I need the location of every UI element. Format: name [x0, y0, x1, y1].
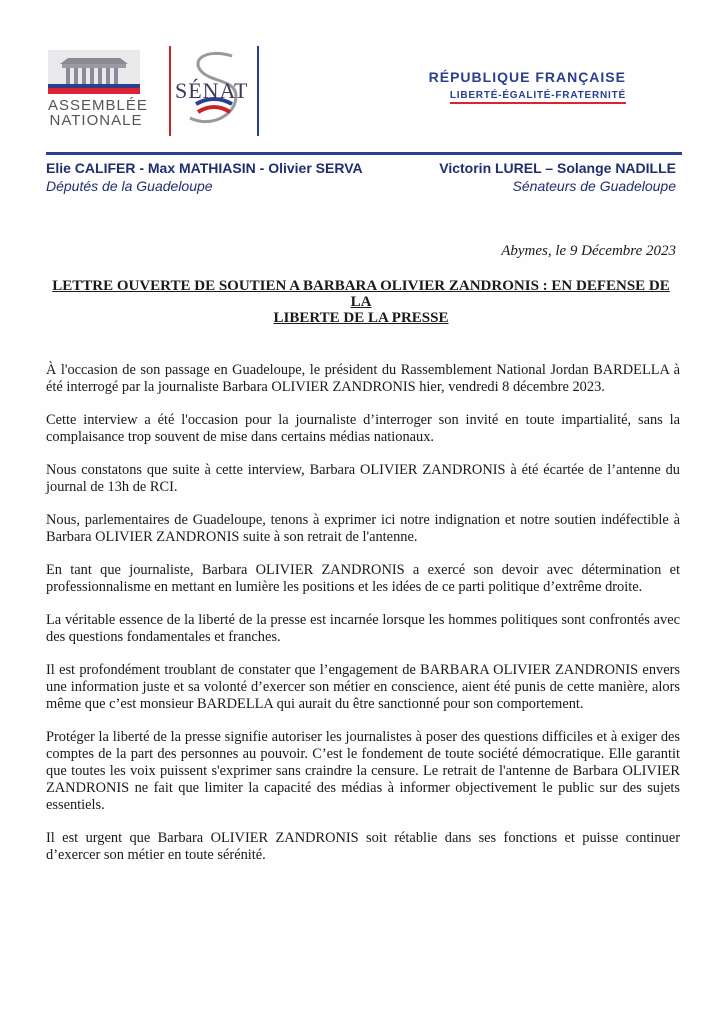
senators-names: Victorin LUREL – Solange NADILLE [439, 160, 676, 176]
letter-date: Abymes, le 9 Décembre 2023 [501, 243, 676, 259]
republique-francaise-block [429, 69, 626, 104]
assemblee-logo-text [48, 97, 148, 129]
senat-logo-text: SÉNAT [175, 78, 249, 103]
assemblee-building-icon [48, 50, 140, 94]
body-paragraph: À l'occasion de son passage en Guadeloupe, le président du Rassemblement National Jordan BARDELLA à été interrogé par la journaliste Barbara OLIVIER ZANDRONIS hier, vendredi 8 décembre 2023. [46, 362, 680, 395]
senat-logo [166, 46, 262, 136]
body-paragraph: En tant que journaliste, Barbara OLIVIER ZANDRONIS a exercé son devoir avec détermination et professionnalisme en mettant en lumière les positions et les idées de ce parti politique d’extrême droite. [46, 562, 680, 595]
republique-title: RÉPUBLIQUE FRANÇAISE [428, 69, 626, 85]
deputies-role: Députés de la Guadeloupe [46, 178, 213, 194]
republique-motto: LIBERTÉ-ÉGALITÉ-FRATERNITÉ [450, 90, 626, 104]
body-paragraph: Protéger la liberté de la presse signifie autoriser les journalistes à poser des questions difficiles et à exiger des comptes de la part des personnes au pouvoir. C’est le fondement de toute société démocratique. Elle garantit que toutes les voix puissent s'exprimer sans craindre la censure. Le retrait de l'antenne de Barbara OLIVIER ZANDRONIS ne fait que limiter la capacité des médias à informer objectivement le public sur des sujets essentiels. [46, 729, 680, 813]
letter-title-line-2: LIBERTE DE LA PRESSE [273, 310, 449, 326]
deputies-block [46, 160, 363, 194]
body-paragraph: Il est profondément troublant de constater que l’engagement de BARBARA OLIVIER ZANDRONIS envers une information juste et sa volonté d’exercer son métier en conscience, aient été punis de cette manière, alors même que c’est monsieur BARDELLA qui aurait du être sanctionné pour son comportement. [46, 662, 680, 712]
body-paragraph: Nous, parlementaires de Guadeloupe, tenons à exprimer ici notre indignation et notre soutien indéfectible à Barbara OLIVIER ZANDRONIS suite à son retrait de l'antenne. [46, 512, 680, 545]
assemblee-logo-line-1: ASSEMBLÉE [48, 97, 148, 114]
body-paragraph: Nous constatons que suite à cette interview, Barbara OLIVIER ZANDRONIS à été écartée de l’antenne du journal de 13h de RCI. [46, 462, 680, 495]
letter-body [46, 362, 680, 880]
senators-role: Sénateurs de Guadeloupe [512, 178, 676, 194]
letter-title [46, 278, 676, 326]
body-paragraph: Il est urgent que Barbara OLIVIER ZANDRONIS soit rétablie dans ses fonctions et puisse continuer d’exercer son métier en toute sérénité. [46, 830, 680, 863]
senators-block [439, 160, 676, 194]
assemblee-nationale-logo [48, 50, 148, 134]
header-divider [46, 152, 682, 155]
body-paragraph: Cette interview a été l'occasion pour la journaliste d’interroger son invité en toute impartialité, sans la complaisance trop souvent de mise dans certains médias nationaux. [46, 412, 680, 445]
deputies-names: Elie CALIFER - Max MATHIASIN - Olivier SERVA [46, 160, 363, 176]
body-paragraph: La véritable essence de la liberté de la presse est incarnée lorsque les hommes politiques sont confrontés avec des questions fondamentales et franches. [46, 612, 680, 645]
assemblee-logo-line-2: NATIONALE [49, 112, 143, 129]
letter-title-line-1: LETTRE OUVERTE DE SOUTIEN A BARBARA OLIVIER ZANDRONIS : EN DEFENSE DE LA [52, 278, 670, 310]
